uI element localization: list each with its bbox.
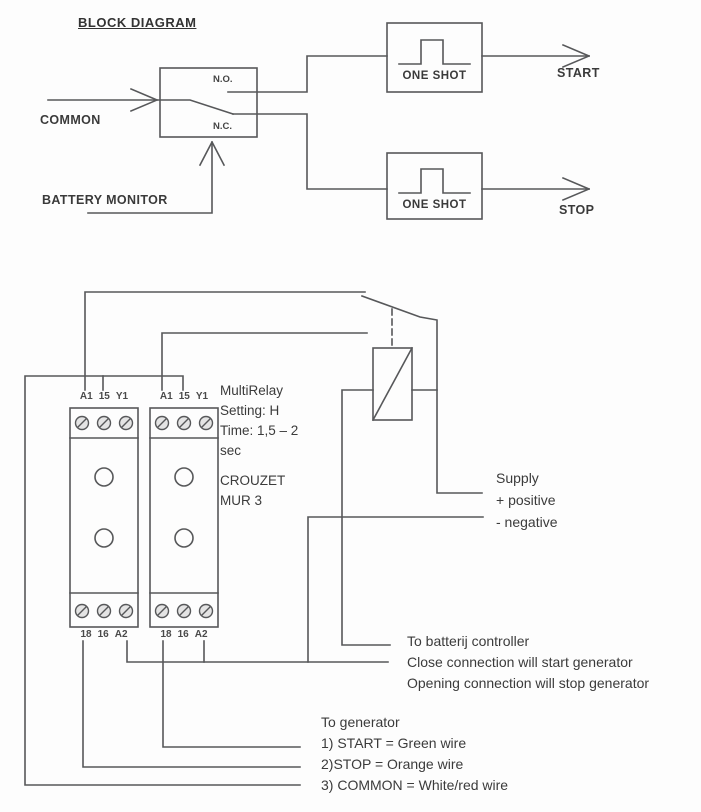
screws-bottom-row (76, 605, 213, 618)
terminal-label: 18 (80, 629, 92, 640)
device-note (220, 471, 285, 511)
note-line: 2)STOP = Orange wire (321, 756, 464, 772)
module1-bottom-terminals (70, 629, 138, 640)
wire-a2-bus (127, 641, 388, 662)
terminal-label: Y1 (115, 391, 129, 402)
note-line: To batterij controller (407, 633, 530, 649)
pulse-icon-top (399, 40, 470, 64)
note-line: CROUZET (220, 473, 286, 488)
note-line: Close connection will start generator (407, 654, 633, 670)
no-contact-wire (228, 56, 387, 92)
generator-note (321, 712, 508, 796)
multirelay-note (220, 381, 298, 461)
relay-switch-box (160, 68, 257, 137)
note-line: - negative (496, 514, 558, 530)
changeover-blade-and-positive-wire (362, 296, 482, 493)
note-line: sec (220, 443, 242, 458)
terminal-label: A2 (114, 629, 128, 640)
page-title: BLOCK DIAGRAM (78, 15, 197, 30)
note-line: MultiRelay (220, 383, 284, 398)
note-line: + positive (496, 492, 556, 508)
stop-label: STOP (559, 203, 595, 217)
note-line: To generator (321, 714, 400, 730)
module2-top-terminals (150, 391, 218, 402)
terminal-label: Y1 (195, 391, 209, 402)
note-line: Setting: H (220, 403, 280, 418)
note-line: MUR 3 (220, 493, 263, 508)
note-line: 3) COMMON = White/red wire (321, 777, 509, 793)
terminal-label: A2 (194, 629, 208, 640)
start-label: START (557, 66, 600, 80)
terminal-label: 16 (177, 629, 189, 640)
relay-module-2 (150, 408, 218, 627)
note-line: 1) START = Green wire (321, 735, 467, 751)
screw-terminal-icons (76, 417, 213, 618)
relay-coil-diagonal (373, 348, 412, 420)
wire-18-left-stop (83, 641, 300, 767)
nc-contact-wire (233, 114, 387, 189)
relay-module-1 (70, 408, 138, 627)
terminal-label: 18 (160, 629, 172, 640)
one-shot-bottom-label: ONE SHOT (402, 199, 467, 211)
module1-top-terminals (70, 391, 138, 402)
pulse-icon-bottom (399, 169, 470, 193)
common-label: COMMON (40, 113, 101, 127)
wire-18-right-start (163, 641, 300, 747)
one-shot-top-label: ONE SHOT (402, 70, 467, 82)
nc-contact-label: N.C. (213, 121, 232, 132)
terminal-label: 15 (178, 391, 190, 402)
note-line: Opening connection will stop generator (407, 675, 650, 691)
no-contact-label: N.O. (213, 74, 233, 85)
module2-bottom-terminals (150, 629, 218, 640)
terminal-label: A1 (159, 391, 173, 402)
screws-top-row (76, 417, 213, 430)
battery-monitor-label: BATTERY MONITOR (42, 193, 168, 207)
relay-blade (160, 100, 233, 114)
note-line: Supply (496, 470, 539, 486)
supply-note (496, 467, 557, 533)
note-line: Time: 1,5 – 2 (220, 423, 299, 438)
terminal-label: A1 (79, 391, 93, 402)
terminal-label: 16 (97, 629, 109, 640)
battery-controller-note (407, 631, 649, 694)
terminal-label: 15 (98, 391, 110, 402)
